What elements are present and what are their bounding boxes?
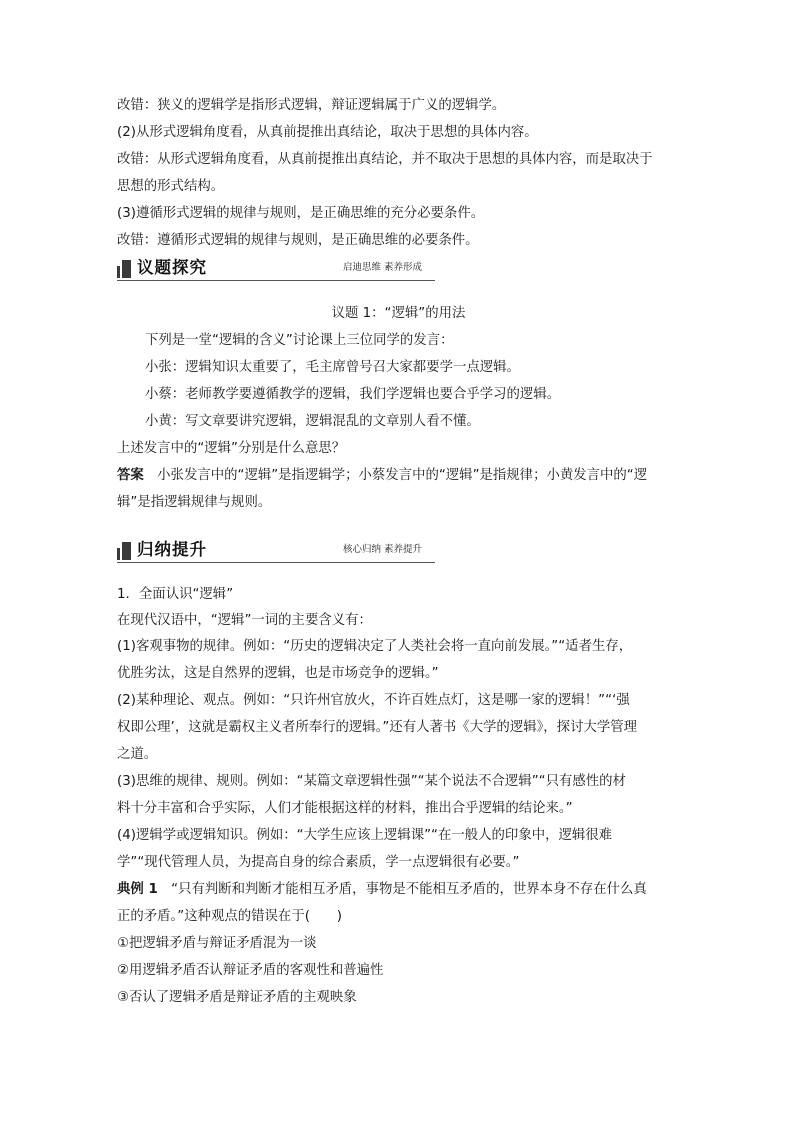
summary-line: (3)思维的规律、规则。例如：“某篇文章逻辑性强”“某个说法不合逻辑”“只有感性的材 (117, 774, 626, 789)
topic-line: 小蔡：老师教学要遵循教学的逻辑，我们学逻辑也要合乎学习的逻辑。 (145, 387, 561, 402)
example-question-line (117, 881, 680, 899)
intro-line: (3)遵循形式逻辑的规律与规则，是正确思维的充分必要条件。 (117, 206, 485, 221)
section-subtitle: 启迪思维 素养形成 (343, 262, 423, 273)
topic-line: 小张：逻辑知识太重要了，毛主席曾号召大家都要学一点逻辑。 (145, 360, 520, 375)
section-marker-icon (117, 542, 131, 560)
section-banner-inquiry (117, 257, 435, 281)
answer-text: 小张发言中的“逻辑”是指逻辑学；小蔡发言中的“逻辑”是指规律；小黄发言中的“逻 (143, 468, 648, 483)
summary-line: 1．全面认识“逻辑” (117, 587, 234, 602)
topic-answer-line (117, 467, 680, 485)
example-option: ①把逻辑矛盾与辩证矛盾混为一谈 (117, 936, 317, 951)
section-marker-icon (117, 260, 131, 278)
summary-line: 料十分丰富和合乎实际，人们才能根据这样的材料，推出合乎逻辑的结论来。” (117, 801, 573, 816)
summary-line: (1)客观事物的规律。例如：“历史的逻辑决定了人类社会将一直向前发展。”“适者生存， (117, 639, 633, 654)
section-title: 归纳提升 (137, 540, 207, 559)
section-banner-summary (117, 539, 435, 563)
example-question-line: 正的矛盾。”这种观点的错误在于( ) (117, 909, 342, 924)
summary-line: 在现代汉语中，“逻辑”一词的主要含义有： (117, 613, 372, 628)
summary-line: 学”“现代管理人员，为提高自身的综合素质，学一点逻辑很有必要。” (117, 855, 520, 870)
section-divider (117, 562, 435, 563)
intro-line: 思想的形式结构。 (117, 179, 225, 194)
example-label: 典例 1 (117, 882, 158, 897)
intro-line: 改错：狭义的逻辑学是指形式逻辑，辩证逻辑属于广义的逻辑学。 (117, 98, 506, 113)
example-option: ②用逻辑矛盾否认辩证矛盾的客观性和普遍性 (117, 963, 384, 978)
answer-label: 答案 (117, 468, 144, 483)
intro-line: 改错：遵循形式逻辑的规律与规则，是正确思维的必要条件。 (117, 233, 479, 248)
summary-line: (2)某种理论、观点。例如：“只许州官放火，不许百姓点灯，这是哪一家的逻辑！”“‘强 (117, 693, 630, 708)
section-subtitle: 核心归纳 素养提升 (343, 544, 423, 555)
topic-heading: 议题 1：“逻辑”的用法 (331, 306, 466, 321)
intro-line: (2)从形式逻辑角度看，从真前提推出真结论，取决于思想的具体内容。 (117, 125, 538, 140)
example-text: “只有判断和判断才能相互矛盾，事物是不能相互矛盾的，世界本身不存在什么真 (157, 882, 647, 897)
topic-line: 小黄：写文章要讲究逻辑，逻辑混乱的文章别人看不懂。 (145, 414, 480, 429)
intro-line: 改错：从形式逻辑角度看，从真前提推出真结论，并不取决于思想的具体内容，而是取决于 (117, 152, 653, 167)
summary-line: (4)逻辑学或逻辑知识。例如：“大学生应该上逻辑课”“在一般人的印象中，逻辑很难 (117, 828, 613, 843)
topic-question: 上述发言中的“逻辑”分别是什么意思？ (117, 441, 346, 456)
topic-line: 下列是一堂“逻辑的含义”讨论课上三位同学的发言： (145, 333, 454, 348)
section-divider (117, 280, 435, 281)
summary-line: 权即公理’，这就是霸权主义者所奉行的逻辑。”还有人著书《大学的逻辑》，探讨大学管理 (117, 720, 638, 735)
section-title: 议题探究 (137, 258, 207, 277)
example-option: ③否认了逻辑矛盾是辩证矛盾的主观映象 (117, 990, 357, 1005)
topic-answer-line: 辑”是指逻辑规律与规则。 (117, 495, 272, 510)
summary-line: 之道。 (117, 747, 158, 762)
summary-line: 优胜劣汰，这是自然界的逻辑，也是市场竞争的逻辑。” (117, 666, 439, 681)
